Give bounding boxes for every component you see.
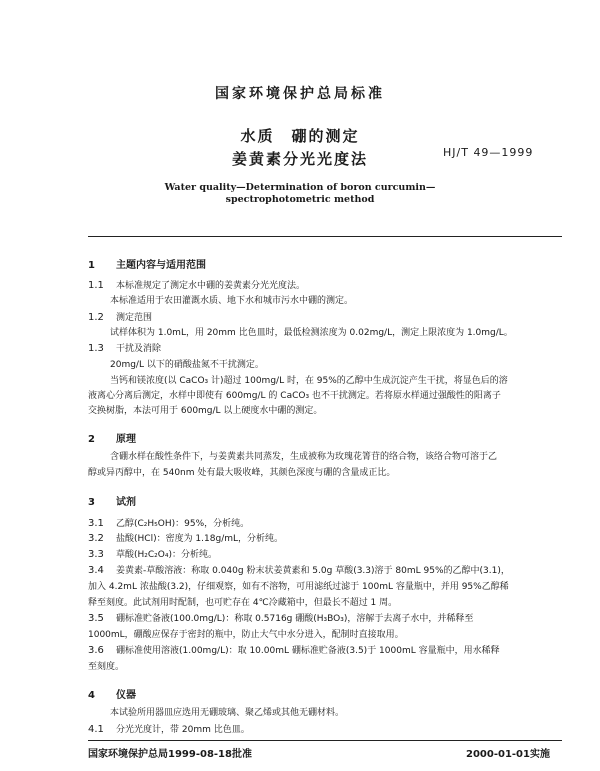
implementation-date: 2000-01-01实施 [466,749,550,760]
standard-title-line2: 姜黄素分光光度法 [231,150,368,168]
clause-1-1-text: 本标准适用于农田灌溉水质、地下水和城市污水中硼的测定。 [110,296,354,306]
standard-title-line1: 水质 硼的测定 [240,127,360,145]
section-title: 原理 [116,434,136,445]
clause-3-2-text: 盐酸(HCl)：密度为 1.18g/mL，分析纯。 [116,534,284,544]
standard-code: HJ/T 49—1999 [443,146,534,159]
section-number: 2 [88,434,95,445]
clause-1-3-number: 1.3 [88,343,104,354]
approval-date: 国家环境保护总局1999-08-18批准 [88,749,252,760]
section-title: 主题内容与适用范围 [116,260,206,271]
section-2-text: 醇或异丙醇中，在 540nm 处有最大吸收峰，其颜色深度与硼的含量成正比。 [88,468,396,478]
clause-3-5-number: 3.5 [88,613,104,624]
clause-3-5-text: 硼标准贮备液(100.0mg/L)：称取 0.5716g 硼酸(H₃BO₃)，溶解于去离子水中，并稀释至 [116,614,474,624]
clause-3-1-number: 3.1 [88,518,104,529]
section-number: 1 [88,260,95,271]
clause-3-2-number: 3.2 [88,533,104,544]
footer-divider [88,740,562,741]
clause-1-2-text: 试样体积为 1.0mL，用 20mm 比色皿时，最低检测浓度为 0.02mg/L，测定上限浓度为 1.0mg/L。 [110,328,513,338]
clause-3-4-text: 加入 4.2mL 浓盐酸(3.2)，仔细观察，如有不溶物，可用滤纸过滤于 100mL 容量瓶中，并用 95%乙醇稀 [88,582,509,592]
clause-1-1-text: 本标准规定了测定水中硼的姜黄素分光光度法。 [116,281,306,291]
clause-1-3-text: 当钙和镁浓度(以 CaCO₃ 计)超过 100mg/L 时，在 95%的乙醇中生成沉淀产生干扰，将显色后的溶 [110,376,508,386]
section-title: 试剂 [116,497,136,508]
clause-3-5-text: 1000mL，硼酸应保存于密封的瓶中，防止大气中水分进入，配制时直接取用。 [88,630,404,640]
section-number: 3 [88,497,95,508]
clause-3-6-text: 至刻度。 [88,662,125,672]
clause-1-2-title: 测定范围 [116,313,153,323]
section-3-heading [88,493,136,508]
clause-3-4-number: 3.4 [88,565,104,576]
clause-3-6-number: 3.6 [88,645,104,656]
english-title-line2: spectrophotometric method [225,194,375,205]
section-number: 4 [88,690,95,701]
section-2-heading [88,430,136,445]
clause-3-6-text: 硼标准使用溶液(1.00mg/L)：取 10.00mL 硼标准贮备液(3.5)于 1000mL 容量瓶中，用水稀释 [116,646,500,656]
clause-1-2-number: 1.2 [88,312,104,323]
clause-3-1-text: 乙醇(C₂H₅OH)：95%，分析纯。 [116,519,250,529]
section-4-text: 本试验所用器皿应选用无硼玻璃、聚乙烯或其他无硼材料。 [110,708,345,718]
clause-1-3-title: 干扰及消除 [116,344,162,354]
english-title-line1: Water quality—Determination of boron curcumin— [164,182,436,193]
section-2-text: 含硼水样在酸性条件下，与姜黄素共同蒸发，生成被称为玫瑰花箐苷的络合物，该络合物可溶于乙 [110,452,498,462]
section-4-heading [88,686,136,701]
header-divider [88,236,562,237]
clause-3-3-number: 3.3 [88,549,104,560]
section-title: 仪器 [116,690,136,701]
clause-3-4-text: 释至刻度。此试剂用时配制，也可贮存在 4℃冷藏箱中，但最长不超过 1 周。 [88,598,398,608]
clause-1-3-text: 液离心分离后测定，水样中即使有 600mg/L 的 CaCO₃ 也不干扰测定。若将原水样通过强酸性的阳离子 [88,391,501,401]
section-1-heading [88,256,206,271]
clause-4-1-text: 分光光度计，带 20mm 比色皿。 [116,725,250,735]
clause-1-1-number: 1.1 [88,280,104,291]
clause-1-3-text: 20mg/L 以下的硝酸盐氮不干扰测定。 [110,360,264,370]
issuing-authority: 国家环境保护总局标准 [215,86,385,102]
clause-3-4-text: 姜黄素-草酸溶液：称取 0.040g 粉末状姜黄素和 5.0g 草酸(3.3)溶于 80mL 95%的乙醇中(3.1)， [116,566,510,576]
clause-1-3-text: 交换树脂，本法可用于 600mg/L 以上硬度水中硼的测定。 [88,406,323,416]
clause-3-3-text: 草酸(H₂C₂O₄)：分析纯。 [116,550,217,560]
clause-4-1-number: 4.1 [88,724,104,735]
